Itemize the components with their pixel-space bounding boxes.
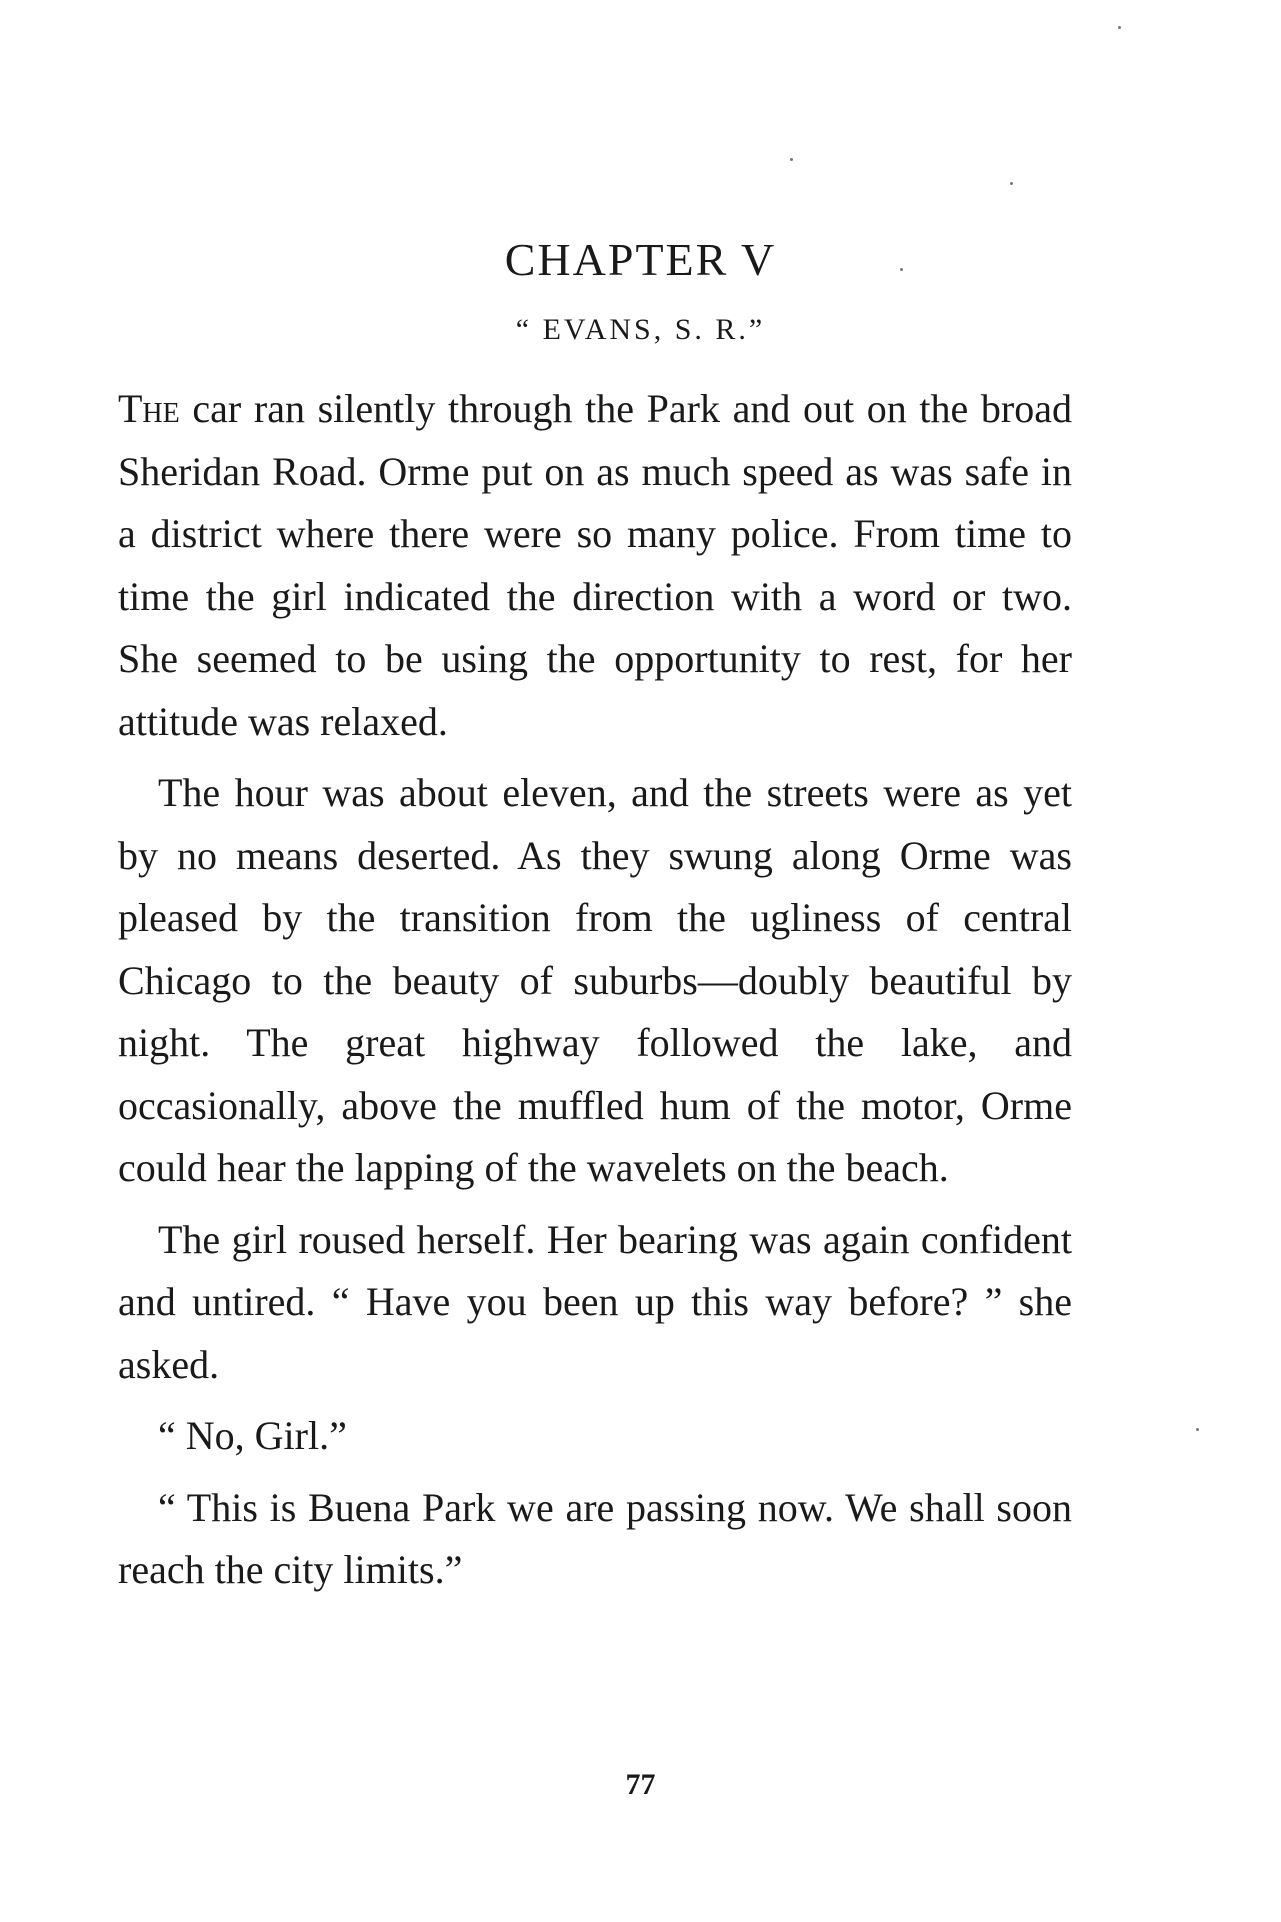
paragraph-2: The hour was about eleven, and the streets were as yet by no means deserted. As they swung along Orme was pleased by the transition from the ugliness of central Chicago to the beauty of suburbs—doubly beautiful by night. The great highway followed the lake, and occasionally, above the muffled hum of the motor, Orme could hear the lapping of the wavelets on the beach. <box>118 770 1072 1190</box>
paper-speck <box>1010 182 1013 185</box>
paragraph-5: “ This is Buena Park we are passing now. We shall soon reach the city limits.” <box>118 1484 1072 1592</box>
paper-speck <box>1196 1428 1199 1431</box>
page-number: 77 <box>625 1768 656 1801</box>
paragraph-4: “ No, Girl.” <box>158 1413 347 1458</box>
paragraph-text: car ran silently through the Park and out on the broad Sheridan Road. Orme put on as much speed as was safe in a district where there were so many police. From time to time the girl indicated the direction with a word or two. She seemed to be using the opportunity to rest, for her attitude was relaxed. <box>118 386 1072 744</box>
paper-speck <box>900 268 903 271</box>
chapter-subtitle: “ EVANS, S. R.” <box>515 313 766 346</box>
body-text <box>118 378 1072 1611</box>
paper-speck <box>1118 26 1121 29</box>
paragraph-lead-word: The <box>118 386 180 431</box>
paper-speck <box>790 158 793 161</box>
chapter-title: CHAPTER V <box>504 234 777 285</box>
paragraph-1 <box>118 378 1072 753</box>
paragraph-3: The girl roused herself. Her bearing was again confident and untired. “ Have you been up this way before? ” she asked. <box>118 1216 1072 1387</box>
